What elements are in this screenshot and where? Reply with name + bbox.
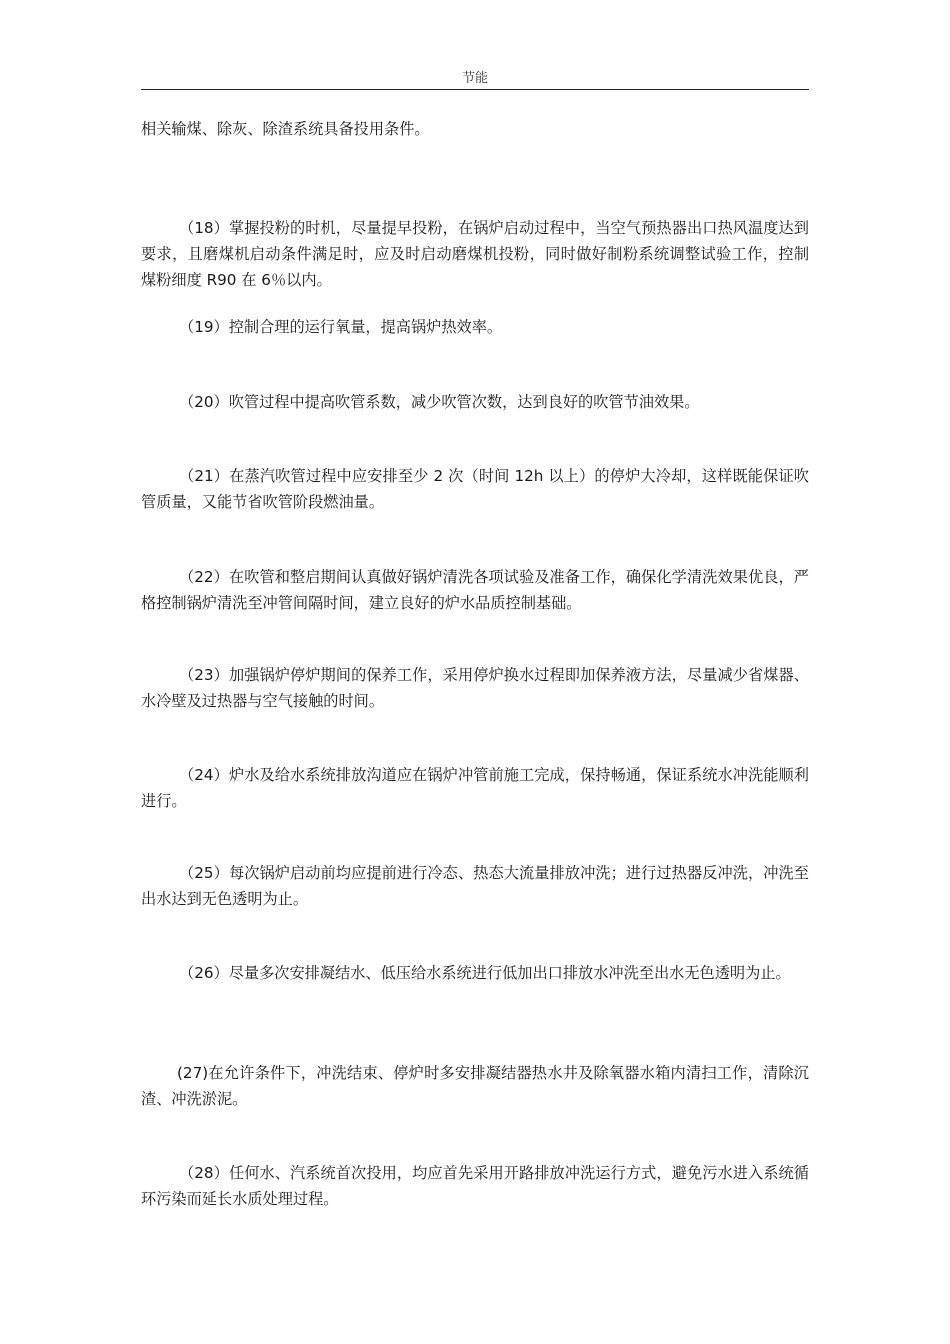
paragraph-28: （28）任何水、汽系统首次投用，均应首先采用开路排放冲洗运行方式，避免污水进入系统循环污染而延长水质处理过程。 xyxy=(141,1164,809,1208)
header-divider xyxy=(141,89,809,90)
paragraph-continuation: 相关输煤、除灰、除渣系统具备投用条件。 xyxy=(141,120,430,138)
page-header-title: 节能 xyxy=(461,71,488,86)
paragraph-21: （21）在蒸汽吹管过程中应安排至少 2 次（时间 12h 以上）的停炉大冷却，这样既能保证吹管质量，又能节省吹管阶段燃油量。 xyxy=(141,467,809,511)
paragraph-19: （19）控制合理的运行氧量，提高锅炉热效率。 xyxy=(179,318,503,336)
paragraph-24: （24）炉水及给水系统排放沟道应在锅炉冲管前施工完成，保持畅通，保证系统水冲洗能顺利进行。 xyxy=(141,766,809,810)
paragraph-25: （25）每次锅炉启动前均应提前进行冷态、热态大流量排放冲洗；进行过热器反冲洗，冲洗至出水达到无色透明为止。 xyxy=(141,864,809,908)
paragraph-27: (27)在允许条件下，冲洗结束、停炉时多安排凝结器热水井及除氧器水箱内清扫工作，清除沉渣、冲洗淤泥。 xyxy=(141,1064,809,1108)
paragraph-23: （23）加强锅炉停炉期间的保养工作，采用停炉换水过程即加保养液方法，尽量减少省煤器、水冷壁及过热器与空气接触的时间。 xyxy=(141,666,809,710)
paragraph-18: （18）掌握投粉的时机，尽量提早投粉，在锅炉启动过程中，当空气预热器出口热风温度达到要求，且磨煤机启动条件满足时，应及时启动磨煤机投粉，同时做好制粉系统调整试验工作，控制煤粉细度 R90 在 6％以内。 xyxy=(141,219,809,289)
paragraph-20: （20）吹管过程中提高吹管系数，减少吹管次数，达到良好的吹管节油效果。 xyxy=(179,393,700,411)
paragraph-26: （26）尽量多次安排凝结水、低压给水系统进行低加出口排放水冲洗至出水无色透明为止。 xyxy=(179,964,791,982)
paragraph-22: （22）在吹管和整启期间认真做好锅炉清洗各项试验及准备工作，确保化学清洗效果优良，严格控制锅炉清洗至冲管间隔时间，建立良好的炉水品质控制基础。 xyxy=(141,568,809,612)
